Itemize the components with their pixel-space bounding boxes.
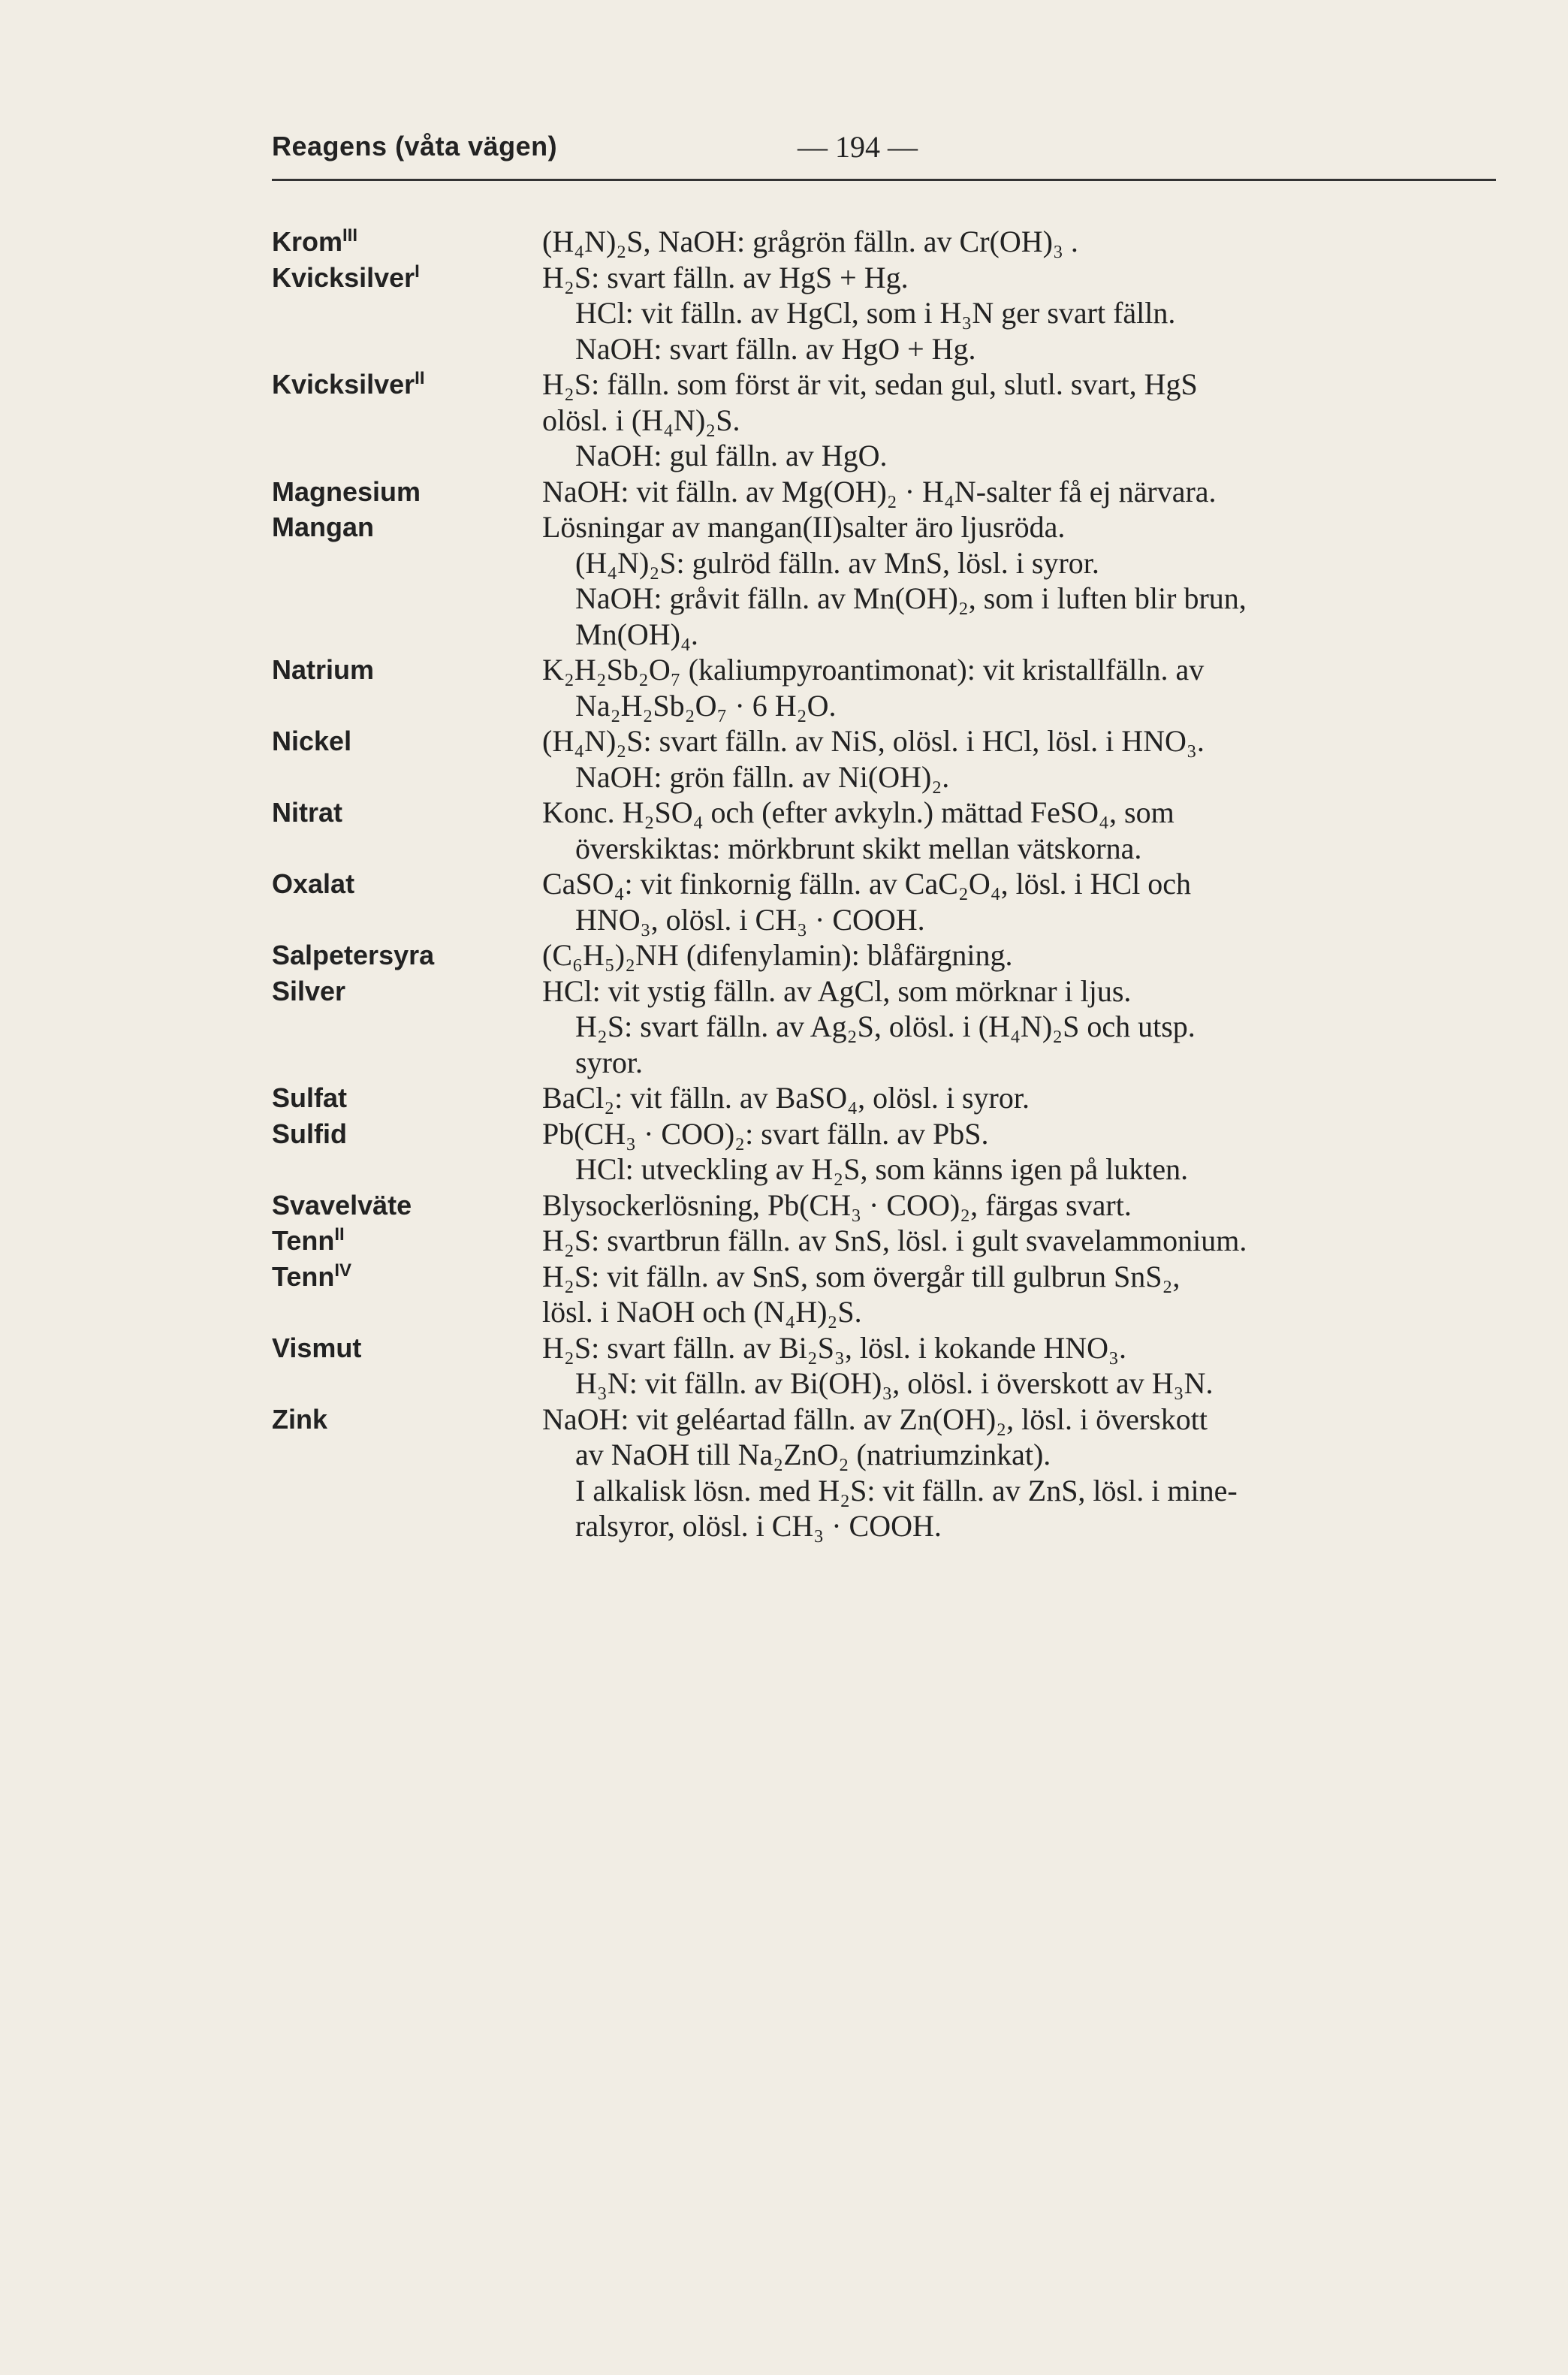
reaction-line: I alkalisk lösn. med H₂S: vit fälln. av ZnS, lösl. i mine- [575,1473,1238,1507]
reaction-line: Konc. H₂SO₄ och (efter avkyln.) mättad FeSO₄, som [542,795,1174,829]
reaction-description [542,1080,1503,1116]
valence-superscript: I [415,261,420,282]
element-name: Kvicksilver [272,369,415,400]
reagent-entry [272,1188,1503,1224]
element-label [272,260,542,367]
element-name: Kvicksilver [272,261,415,293]
reaction-line: (H₄N)₂S, NaOH: grågrön fälln. av Cr(OH)₃ . [542,225,1078,258]
reaction-description [542,1116,1503,1188]
reaction-line: (H₄N)₂S: gulröd fälln. av MnS, lösl. i syror. [575,545,1099,580]
valence-superscript: IV [334,1260,352,1281]
reaction-line: HCl: vit ystig fälln. av AgCl, som mörknar i ljus. [542,973,1132,1008]
reaction-description [542,1223,1503,1259]
reaction-line: Blysockerlösning, Pb(CH₃ · COO)₂, färgas svart. [542,1188,1132,1222]
reaction-description [542,1188,1503,1224]
reagent-entry [272,937,1503,973]
valence-superscript: II [415,368,425,388]
element-name: Oxalat [272,868,355,899]
reagent-entry [272,973,1503,1081]
element-name: Vismut [272,1332,362,1363]
reaction-description [542,795,1503,866]
reaction-line: lösl. i NaOH och (N₄H)₂S. [542,1295,862,1329]
reaction-line: ralsyror, olösl. i CH₃ · COOH. [575,1509,942,1543]
element-name: Salpetersyra [272,940,435,970]
reaction-line: H₂S: vit fälln. av SnS, som övergår till gulbrun SnS₂, [542,1259,1181,1293]
element-label [272,1188,542,1224]
reaction-line: HCl: utveckling av H₂S, som känns igen på lukten. [575,1152,1189,1186]
element-name: Krom [272,226,343,257]
element-name: Zink [272,1403,328,1435]
reagent-entry [272,1116,1503,1188]
reagent-entry [272,1259,1503,1330]
element-label [272,866,542,937]
reaction-line: NaOH: gul fälln. av HgO. [575,439,888,472]
reaction-line: Na₂H₂Sb₂O₇ · 6 H₂O. [575,688,837,723]
reaction-description [542,723,1503,795]
reaction-description [542,1259,1503,1330]
reaction-line: H₂S: svartbrun fälln. av SnS, lösl. i gult svavelammonium. [542,1224,1247,1257]
page-number: — 194 — [798,130,918,164]
element-label [272,652,542,723]
reaction-line: K₂H₂Sb₂O₇ (kaliumpyroantimonat): vit kristallfälln. av [542,653,1205,687]
reagent-entry [272,474,1503,510]
reagent-entry [272,1223,1503,1259]
reaction-description [542,224,1503,260]
reaction-description [542,1330,1503,1402]
reaction-line: (H₄N)₂S: svart fälln. av NiS, olösl. i HCl, lösl. i HNO₃. [542,724,1205,758]
reaction-line: CaSO₄: vit finkornig fälln. av CaC₂O₄, lösl. i HCl och [542,867,1192,901]
reaction-description [542,652,1503,723]
element-label [272,1116,542,1188]
reagent-entry [272,1402,1503,1544]
element-label [272,1080,542,1116]
reaction-line: Lösningar av mangan(II)salter äro ljusröda. [542,510,1066,544]
element-name: Nickel [272,726,352,756]
reagent-entry [272,260,1503,367]
element-name: Sulfat [272,1082,348,1113]
element-label [272,367,542,474]
reaction-description [542,509,1503,652]
reagent-entry [272,723,1503,795]
element-name: Tenn [272,1260,335,1292]
reaction-line: HCl: vit fälln. av HgCl, som i H₃N ger svart fälln. [575,296,1176,330]
reaction-line: (C₆H₅)₂NH (difenylamin): blåfärgning. [542,938,1013,972]
reaction-line: H₂S: svart fälln. av HgS + Hg. [542,260,909,294]
running-title: Reagens (våta vägen) [272,131,558,161]
reagent-entry [272,1330,1503,1402]
element-label [272,509,542,652]
reaction-line: NaOH: vit fälln. av Mg(OH)₂ · H₄N-salter få ej närvara. [542,474,1217,508]
reagent-table [272,224,1503,1544]
reaction-line: syror. [575,1045,643,1079]
element-name: Sulfid [272,1118,347,1149]
valence-superscript: III [342,225,358,246]
element-label [272,795,542,866]
reagent-entry [272,224,1503,260]
reagent-entry [272,652,1503,723]
element-name: Magnesium [272,475,421,507]
reaction-line: H₂S: svart fälln. av Ag₂S, olösl. i (H₄N)₂S och utsp. [575,1009,1196,1043]
reaction-line: NaOH: vit geléartad fälln. av Zn(OH)₂, lösl. i överskott [542,1402,1208,1436]
element-name: Tenn [272,1225,335,1256]
element-name: Natrium [272,654,375,685]
reaction-line: H₂S: svart fälln. av Bi₂S₃, lösl. i kokande HNO₃. [542,1330,1126,1365]
element-name: Nitrat [272,797,343,828]
element-label [272,1402,542,1544]
reaction-line: HNO₃, olösl. i CH₃ · COOH. [575,902,925,937]
reaction-description [542,260,1503,367]
reaction-line: H₃N: vit fälln. av Bi(OH)₃, olösl. i överskott av H₃N. [575,1366,1214,1400]
reaction-line: olösl. i (H₄N)₂S. [542,403,740,437]
element-label [272,1223,542,1259]
reagent-entry [272,367,1503,474]
element-label [272,1330,542,1402]
reaction-line: av NaOH till Na₂ZnO₂ (natriumzinkat). [575,1438,1051,1471]
element-label [272,224,542,260]
reaction-line: Pb(CH₃ · COO)₂: svart fälln. av PbS. [542,1116,989,1151]
valence-superscript: II [334,1224,345,1245]
element-name: Silver [272,975,346,1006]
reaction-description [542,474,1503,510]
reaction-line: NaOH: svart fälln. av HgO + Hg. [575,331,976,366]
reaction-description [542,866,1503,937]
reagent-entry [272,509,1503,652]
reagent-entry [272,1080,1503,1116]
reagent-entry [272,866,1503,937]
reagent-entry [272,795,1503,866]
reaction-description [542,367,1503,474]
page-header [272,126,1496,181]
element-name: Svavelväte [272,1189,412,1221]
element-label [272,973,542,1081]
reaction-line: NaOH: grön fälln. av Ni(OH)₂. [575,759,950,794]
element-label [272,937,542,973]
reaction-line: överskiktas: mörkbrunt skikt mellan vätskorna. [575,831,1142,865]
element-name: Mangan [272,512,375,542]
reaction-line: NaOH: gråvit fälln. av Mn(OH)₂, som i luften blir brun, [575,581,1247,615]
reaction-description [542,937,1503,973]
reaction-line: Mn(OH)₄. [575,617,698,651]
element-label [272,1259,542,1330]
reaction-description [542,973,1503,1081]
reaction-description [542,1402,1503,1544]
reaction-line: BaCl₂: vit fälln. av BaSO₄, olösl. i syror. [542,1081,1030,1115]
reaction-line: H₂S: fälln. som först är vit, sedan gul, slutl. svart, HgS [542,367,1198,401]
element-label [272,474,542,510]
element-label [272,723,542,795]
